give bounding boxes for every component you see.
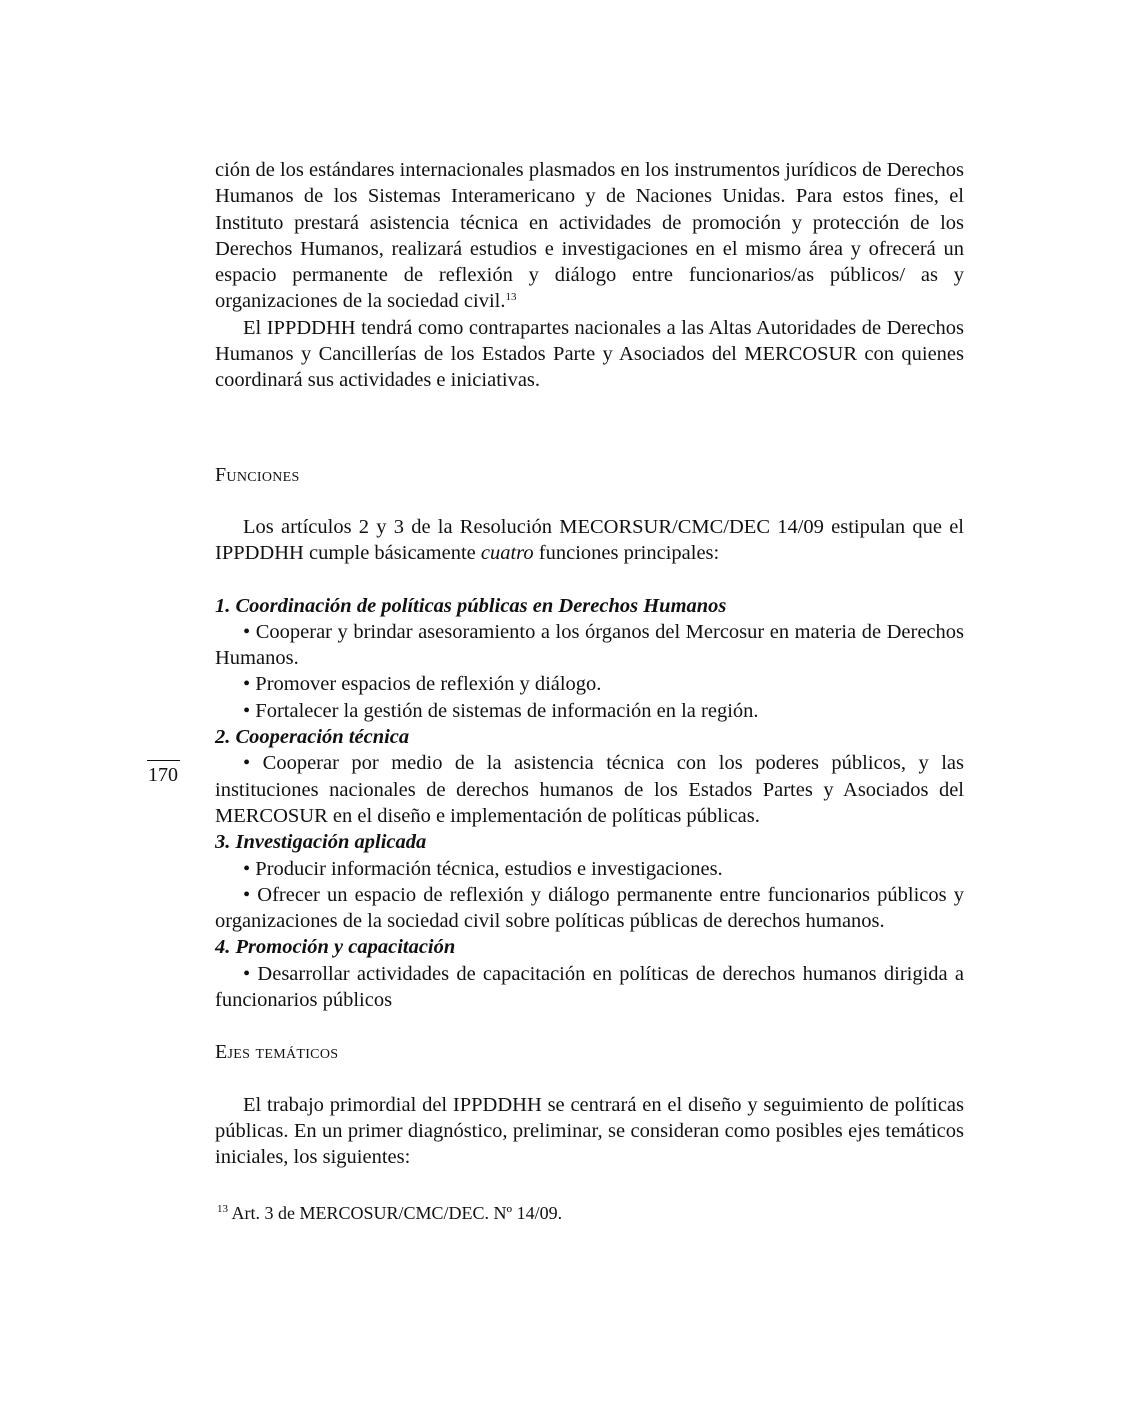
footnote-number: 13 bbox=[217, 1202, 228, 1215]
section-heading-ejes: Ejes temáticos bbox=[215, 1041, 339, 1064]
intro-text-after: funciones principales: bbox=[533, 542, 720, 565]
function-title-3: 3. Investigación aplicada bbox=[215, 831, 427, 854]
section-heading-funciones: Funciones bbox=[215, 463, 300, 486]
paragraph-continuation-text: ción de los estándares internacionales plasmados en los instrumentos jurídicos de Derechos Humanos de los Sistemas Interamericano y de Naciones Unidas. Para estos fines, el Instituto prestará asistencia técnica en actividades de promoción y protección de los Derechos Humanos, realizará estudios e investigaciones en el mismo área y ofrecerá un espacio permanente de reflexión y diálogo entre funcionarios/as públicos/ as y organizaciones de la sociedad civil. bbox=[215, 159, 964, 313]
paragraph-continuation bbox=[215, 157, 964, 315]
function-1-bullet-1: • Cooperar y brindar asesoramiento a los órganos del Mercosur en materia de Derechos Humanos. bbox=[215, 620, 964, 670]
function-2-bullet-1: • Cooperar por medio de la asistencia técnica con los poderes públicos, y las instituciones nacionales de derechos humanos de los Estados Partes y Asociados del MERCOSUR en el diseño e implementación de políticas públicas. bbox=[215, 752, 964, 827]
footnote-text: Art. 3 de MERCOSUR/CMC/DEC. Nº 14/09. bbox=[231, 1202, 563, 1223]
page-number-rule bbox=[147, 760, 180, 761]
intro-italic-word: cuatro bbox=[480, 542, 534, 565]
intro-text-before: Los artículos 2 y 3 de la Resolución MECORSUR/CMC/DEC 14/09 estipulan que el IPPDDHH cumple básicamente bbox=[215, 515, 964, 565]
footnote-reference: 13 bbox=[505, 291, 517, 304]
function-title-2: 2. Cooperación técnica bbox=[215, 726, 410, 749]
function-title-1: 1. Coordinación de políticas públicas en Derechos Humanos bbox=[215, 594, 727, 617]
page-body bbox=[215, 157, 964, 1225]
function-1-bullet-3: • Fortalecer la gestión de sistemas de información en la región. bbox=[243, 699, 759, 722]
function-title-4: 4. Promoción y capacitación bbox=[215, 936, 456, 959]
function-4-bullet-1: • Desarrollar actividades de capacitación en políticas de derechos humanos dirigida a funcionarios públicos bbox=[215, 962, 964, 1012]
function-3-bullet-1: • Producir información técnica, estudios e investigaciones. bbox=[243, 857, 723, 880]
paragraph-counterparts: El IPPDDHH tendrá como contrapartes nacionales a las Altas Autoridades de Derechos Humanos y Cancillerías de los Estados Parte y Asociados del MERCOSUR con quienes coordinará sus actividades e iniciativas. bbox=[215, 316, 964, 392]
function-1-bullet-2: • Promover espacios de reflexión y diálogo. bbox=[243, 673, 602, 696]
function-3-bullet-2: • Ofrecer un espacio de reflexión y diálogo permanente entre funcionarios públicos y organizaciones de la sociedad civil sobre políticas públicas de derechos humanos. bbox=[215, 883, 964, 933]
page-number: 170 bbox=[148, 764, 178, 786]
paragraph-funciones-intro bbox=[215, 514, 964, 567]
paragraph-ejes: El trabajo primordial del IPPDDHH se centrará en el diseño y seguimiento de políticas públicas. En un primer diagnóstico, preliminar, se consideran como posibles ejes temáticos iniciales, los siguientes: bbox=[215, 1093, 964, 1169]
footnote bbox=[215, 1201, 964, 1225]
